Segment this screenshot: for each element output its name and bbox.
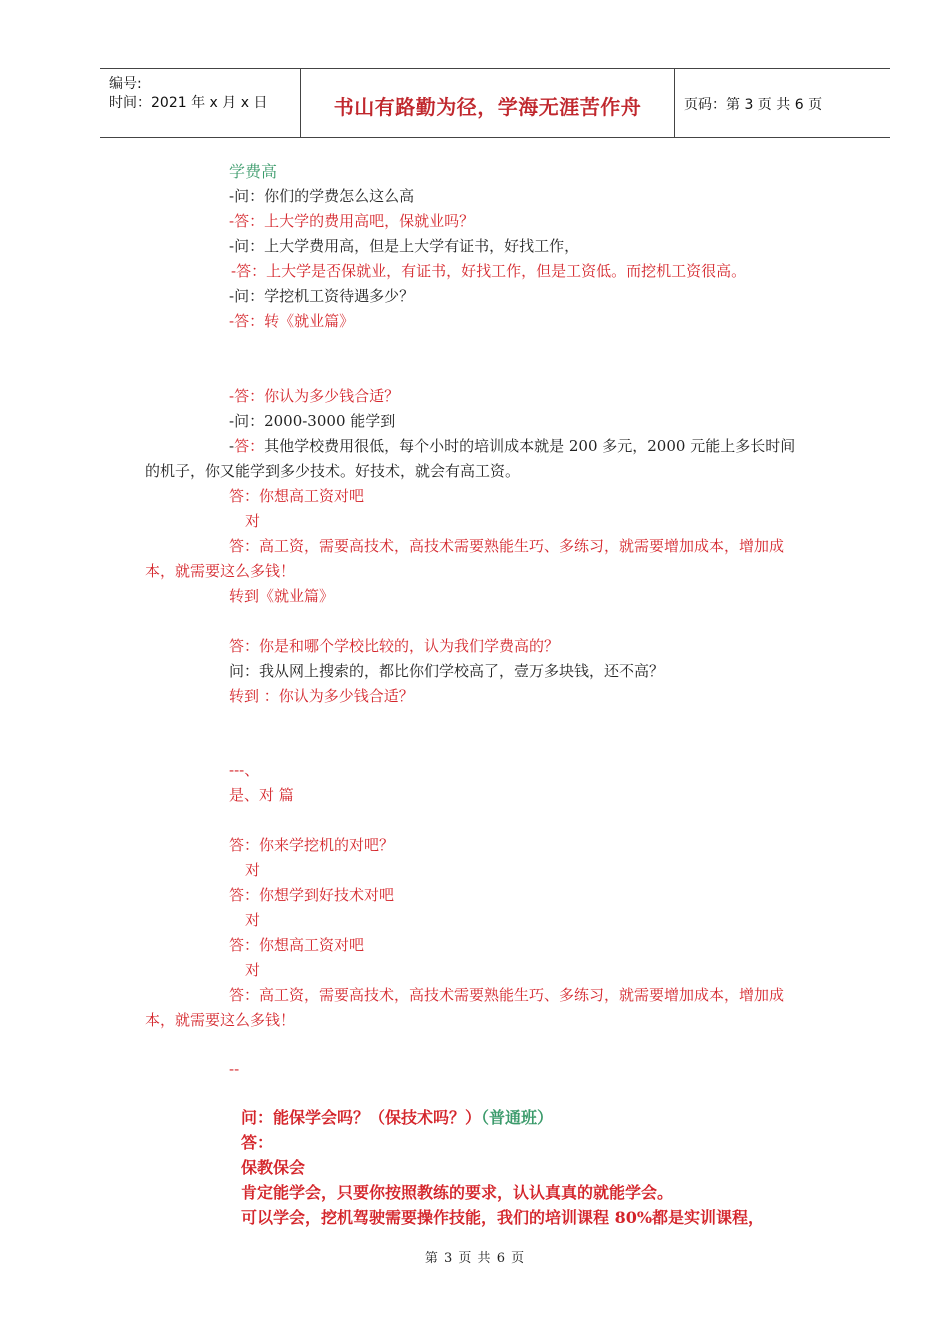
dialogue-line: ---、	[229, 761, 260, 779]
dialogue-line: -答：你认为多少钱合适？	[229, 387, 400, 405]
answer-label: 答：	[234, 437, 265, 455]
dialogue-line: -答：上大学的费用高吧，保就业吗？	[229, 212, 475, 230]
page-header	[100, 68, 890, 138]
answer-line: 肯定能学会，只要你按照教练的要求，认认真真的就能学会。	[241, 1183, 674, 1202]
dialogue-line-continued: 本，就需要这么多钱！	[145, 1011, 296, 1029]
answer-text: 其他学校费用很低，每个小时的培训成本就是 200 多元，2000 元能上多长时间	[264, 437, 796, 455]
answer-label: 答：	[241, 1133, 274, 1152]
class-type: （普通班）	[481, 1108, 554, 1127]
question-heading	[241, 1108, 553, 1128]
page-footer: 第 3 页 共 6 页	[424, 1251, 526, 1266]
dialogue-line: -问：学挖机工资待遇多少？	[229, 287, 415, 305]
dialogue-line: 对	[245, 911, 261, 929]
dialogue-line: 答：高工资，需要高技术，高技术需要熟能生巧、多练习，就需要增加成本，增加成	[229, 986, 785, 1004]
dash: -	[229, 437, 235, 455]
dialogue-line: 答：你想高工资对吧	[229, 936, 365, 954]
dialogue-line	[229, 436, 795, 456]
dialogue-line: 答：高工资，需要高技术，高技术需要熟能生巧、多练习，就需要增加成本，增加成	[229, 537, 785, 555]
dialogue-line: 对	[245, 961, 261, 979]
date-label: 时间：2021 年 x 月 x 日	[109, 95, 268, 111]
serial-number-label: 编号:	[109, 76, 142, 92]
dialogue-line: 答：你想高工资对吧	[229, 487, 365, 505]
dialogue-line: 对	[245, 512, 261, 530]
page-code: 页码：第 3 页 共 6 页	[684, 97, 823, 113]
dialogue-line: 答：你想学到好技术对吧	[229, 886, 395, 904]
dialogue-line: 转到《就业篇》	[229, 587, 335, 605]
header-meta-cell	[100, 69, 301, 137]
dialogue-line: 对	[245, 861, 261, 879]
section-heading: 是、对 篇	[229, 786, 294, 804]
dialogue-line: -答：上大学是否保就业，有证书，好找工作，但是工资低。而挖机工资很高。	[231, 262, 747, 280]
section-title: 学费高	[229, 162, 278, 181]
dialogue-line: 问：我从网上搜索的，都比你们学校高了，壹万多块钱，还不高？	[229, 662, 665, 680]
answer-line: 保教保会	[241, 1158, 306, 1177]
dialogue-line: -问：上大学费用高，但是上大学有证书，好找工作，	[229, 237, 580, 255]
dialogue-line-continued: 的机子，你又能学到多少技术。好技术，就会有高工资。	[145, 462, 521, 480]
answer-line: 可以学会，挖机驾驶需要操作技能，我们的培训课程 80%都是实训课程，	[241, 1208, 765, 1227]
dialogue-line: -问：2000-3000 能学到	[229, 412, 396, 430]
dialogue-line: --	[229, 1060, 240, 1078]
dialogue-line: 转到 ：你认为多少钱合适？	[229, 687, 414, 705]
motto-text: 书山有路勤为径，学海无涯苦作舟	[333, 95, 642, 119]
dialogue-line: 答：你是和哪个学校比较的，认为我们学费高的？	[229, 637, 560, 655]
dialogue-line: 答：你来学挖机的对吧？	[229, 836, 395, 854]
dialogue-line: -问：你们的学费怎么这么高	[229, 187, 415, 205]
question-text: 问：能保学会吗？（保技术吗？）	[241, 1108, 482, 1127]
header-page-cell	[675, 69, 890, 137]
dialogue-line-continued: 本，就需要这么多钱！	[145, 562, 296, 580]
dialogue-line: -答：转《就业篇》	[229, 312, 355, 330]
header-motto-cell	[301, 69, 675, 137]
